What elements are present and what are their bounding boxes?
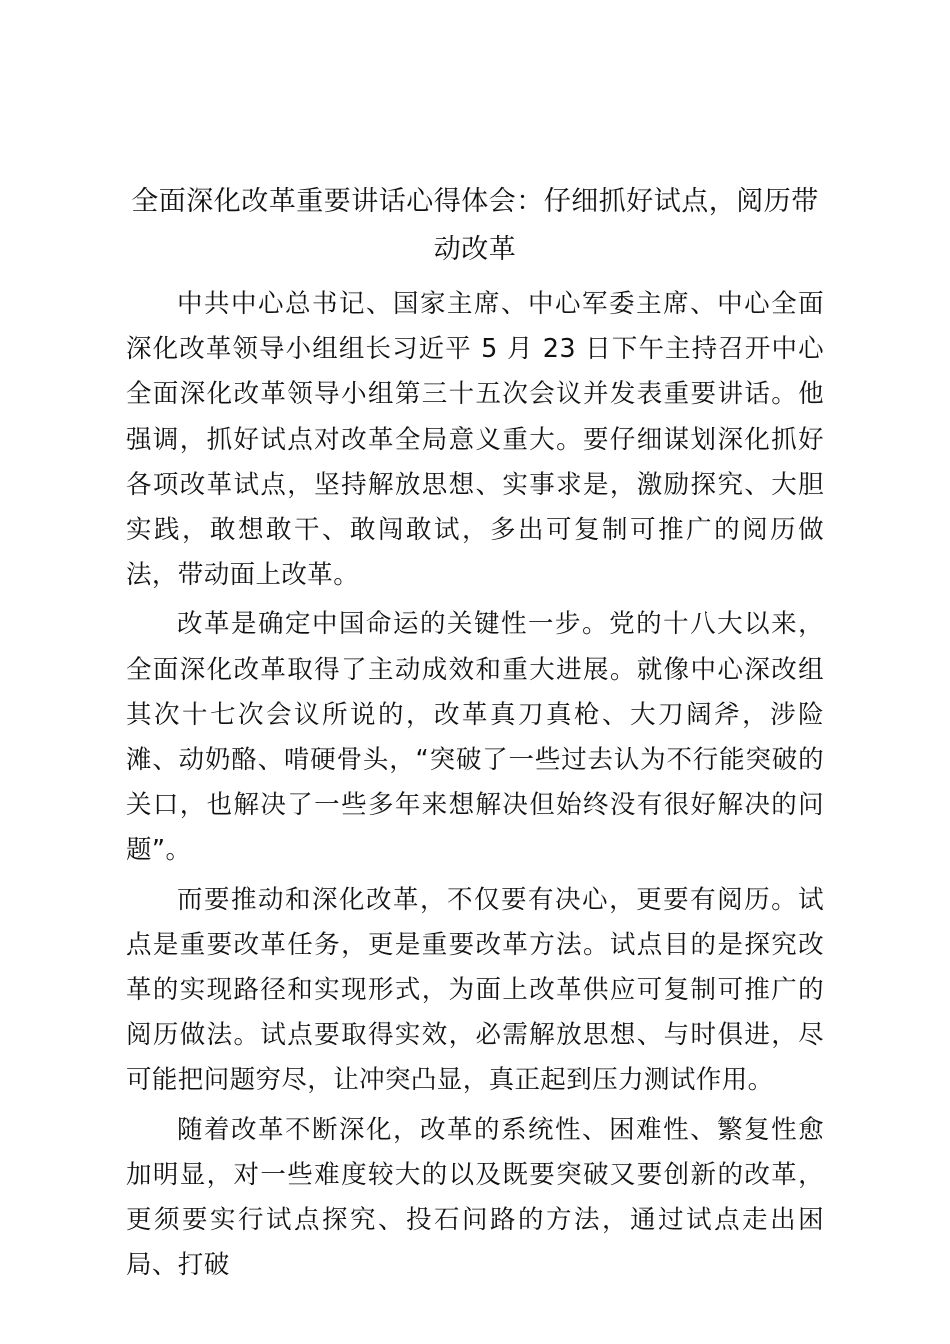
- document-title: 全面深化改革重要讲话心得体会：仔细抓好试点，阅历带动改革: [131, 186, 819, 265]
- paragraph-2: 改革是确定中国命运的关键性一步。党的十八大以来，全面深化改革取得了主动成效和重大进展。就像中心深改组其次十七次会议所说的，改革真刀真枪、大刀阔斧，涉险滩、动奶酪、啃硬骨头，“突破了一些过去认为不行能突破的关口，也解决了一些多年来想解决但始终没有很好解决的问题”。: [126, 609, 824, 866]
- paragraph-1: 中共中心总书记、国家主席、中心军委主席、中心全面深化改革领导小组组长习近平 5 月 23 日下午主持召开中心全面深化改革领导小组第三十五次会议并发表重要讲话。他强调，抓好试点对改革全局意义重大。要仔细谋划深化抓好各项改革试点，坚持解放思想、实事求是，激励探究、大胆实践，敢想敢干、敢闯敢试，多出可复制可推广的阅历做法，带动面上改革。: [126, 289, 824, 591]
- paragraph-3: 而要推动和深化改革，不仅要有决心，更要有阅历。试点是重要改革任务，更是重要改革方法。试点目的是探究改革的实现路径和实现形式，为面上改革供应可复制可推广的阅历做法。试点要取得实效，必需解放思想、与时俱进，尽可能把问题穷尽，让冲突凸显，真正起到压力测试作用。: [126, 884, 824, 1096]
- paragraph-4: 随着改革不断深化，改革的系统性、困难性、繁复性愈加明显，对一些难度较大的以及既要突破又要创新的改革，更须要实行试点探究、投石问路的方法，通过试点走出困局、打破: [126, 1114, 824, 1281]
